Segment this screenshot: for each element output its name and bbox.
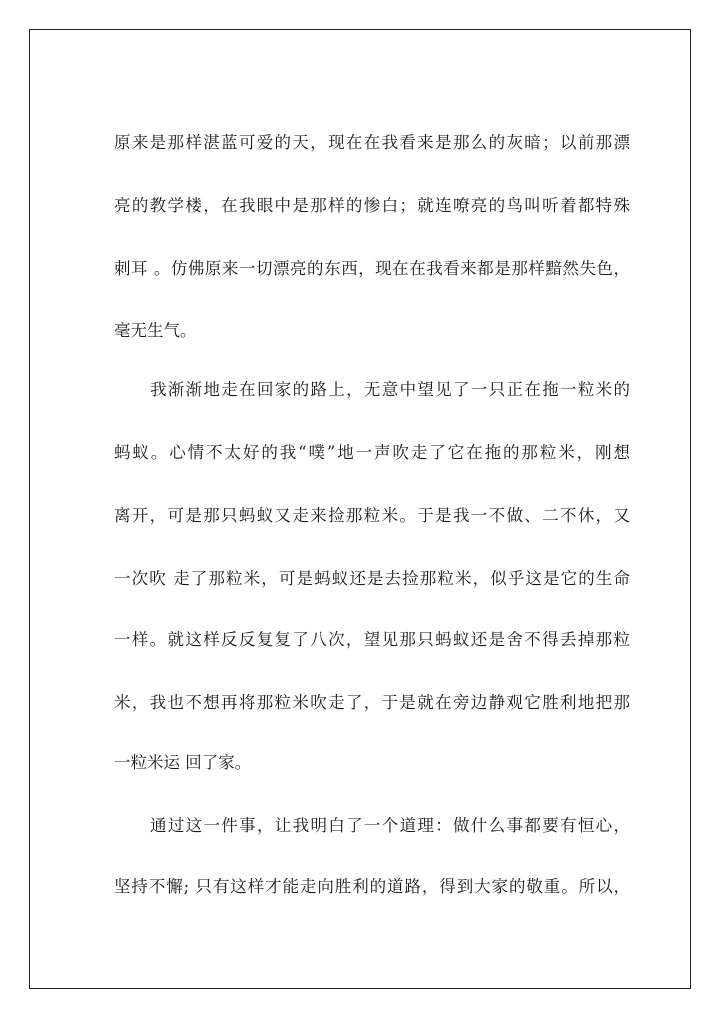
text-line: 离开，可是那只蚂蚁又走来捡那粒米。于是我一不做、二不休，又 [114, 506, 630, 525]
text-line: 亮的教学楼，在我眼中是那样的惨白；就连嘹亮的鸟叫听着都特殊 [114, 196, 630, 215]
text-line: 一粒米运 回了家。 [114, 753, 252, 772]
text-line: 原来是那样湛蓝可爱的天，现在在我看来是那么的灰暗；以前那漂 [114, 133, 630, 152]
text-line: 米，我也不想再将那粒米吹走了，于是就在旁边静观它胜利地把那 [114, 693, 630, 712]
text-line: 坚持不懈; 只有这样才能走向胜利的道路，得到大家的敬重。所以， [114, 877, 630, 896]
paragraph-first-line: 通过这一件事，让我明白了一个道理：做什么事都要有恒心， [150, 816, 630, 835]
text-line: 蚂蚁。心情不太好的我“噗”地一声吹走了它在拖的那粒米，刚想 [114, 443, 630, 462]
paragraph-first-line: 我渐渐地走在回家的路上，无意中望见了一只正在拖一粒米的 [150, 380, 630, 399]
text-line: 毫无生气。 [114, 321, 197, 340]
text-line: 刺耳 。仿佛原来一切漂亮的东西，现在在我看来都是那样黯然失色， [114, 259, 630, 278]
text-line: 一样。就这样反反复复了八次，望见那只蚂蚁还是舍不得丢掉那粒 [114, 630, 630, 649]
text-line: 一次吹 走了那粒米，可是蚂蚁还是去捡那粒米，似乎这是它的生命 [114, 569, 630, 588]
